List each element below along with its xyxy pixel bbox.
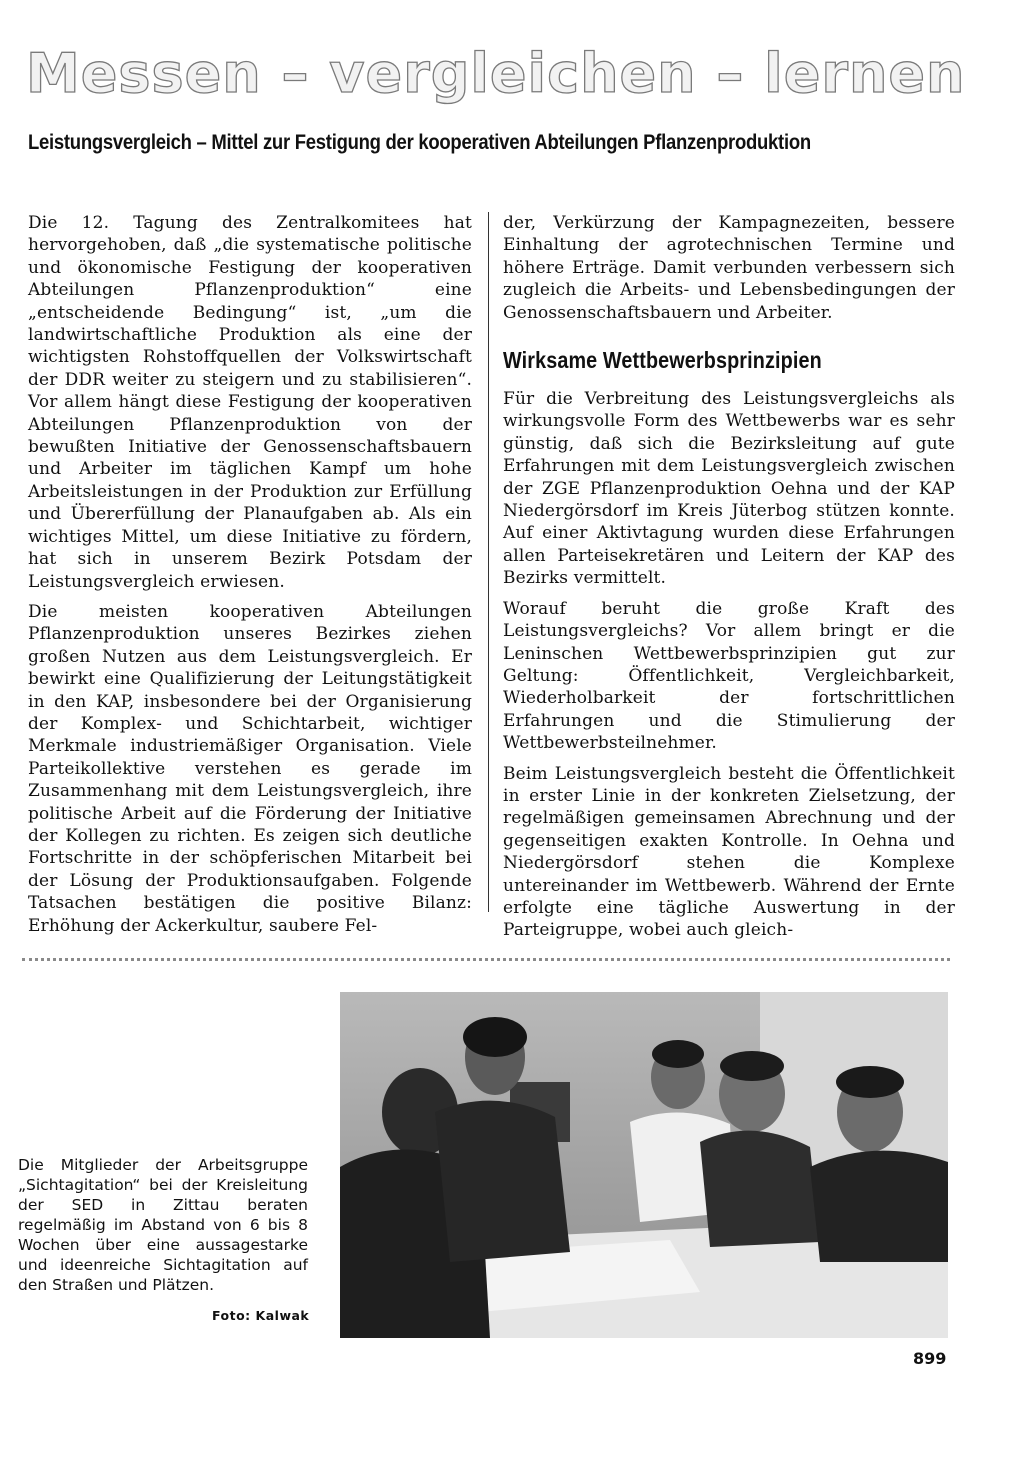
right-text-column <box>503 212 955 950</box>
article-headline: Messen – vergleichen – lernen <box>26 42 966 105</box>
photo-caption: Die Mitglieder der Arbeitsgruppe „Sichtagitation“ bei der Kreisleitung der SED in Zittau beraten regelmäßig im Abstand von 6 bis 8 Wochen über eine aussagestarke und ideenreiche Sichtagitation auf den Straßen und Plätzen. <box>18 1156 308 1294</box>
photo-credit: Foto: Kalwak <box>212 1308 310 1323</box>
section-heading: Wirksame Wettbewerbsprinzipien <box>503 347 822 374</box>
left-paragraph-2: Die meisten kooperativen Abteilungen Pflanzenproduktion unseres Bezirkes ziehen großen Nutzen aus dem Leistungsvergleich. Er bewirkt eine Qualifizierung der Leitungstätigkeit in den KAP, insbesondere bei der Organisierung der Komplex- und Schichtarbeit, wichtiger Merkmale industriemäßiger Organisation. Viele Parteikollektive verstehen es gerade im Zusammenhang mit dem Leistungsvergleich, ihre politische Arbeit auf die Förderung der Initiative der Kollegen zu richten. Es zeigen sich deutliche Fortschritte in der schöpferischen Mitarbeit bei der Lösung der Produktionsaufgaben. Folgende Tatsachen bestätigen die positive Bilanz: Erhöhung der Ackerkultur, saubere Fel- <box>28 601 472 936</box>
horizontal-divider <box>22 958 950 961</box>
right-paragraph-3: Worauf beruht die große Kraft des Leistungsvergleichs? Vor allem bringt er die Leninschen Wettbewerbsprinzipien gut zur Geltung: Öffentlichkeit, Vergleichbarkeit, Wiederholbarkeit der fortschrittlichen Erfahrungen und die Stimulierung der Wettbewerbsteilnehmer. <box>503 598 955 754</box>
right-paragraph-4: Beim Leistungsvergleich besteht die Öffentlichkeit in erster Linie in der konkreten Zielsetzung, der regelmäßigen gemeinsamen Abrechnung und der gegenseitigen exakten Kontrolle. In Oehna und Niedergörsdorf stehen die Komplexe untereinander im Wettbewerb. Während der Ernte erfolgte eine tägliche Auswertung in der Parteigruppe, wobei auch gleich- <box>503 763 955 941</box>
left-paragraph-1: Die 12. Tagung des Zentralkomitees hat hervorgehoben, daß „die systematische politische und ökonomische Festigung der kooperativen Abteilungen Pflanzenproduktion“ eine „entscheidende Bedingung“ ist, „um die landwirtschaftliche Produktion als eine der wichtigsten Rohstoffquellen der Volkswirtschaft der DDR weiter zu steigern und zu stabilisieren“. Vor allem hängt diese Festigung der kooperativen Abteilungen Pflanzenproduktion von der bewußten Initiative der Genossenschaftsbauern und Arbeiter im täglichen Kampf um hohe Arbeitsleistungen in der Produktion zur Erfüllung und Übererfüllung der Planaufgaben ab. Als ein wichtiges Mittel, um diese Initiative zu fördern, hat sich in unserem Bezirk Potsdam der Leistungsvergleich erwiesen. <box>28 213 472 592</box>
meeting-photo <box>340 992 948 1338</box>
page-number: 899 <box>913 1349 947 1368</box>
right-paragraph-1: der, Verkürzung der Kampagnezeiten, bessere Einhaltung der agrotechnischen Termine und höhere Erträge. Damit verbunden verbessern sich zugleich die Arbeits- und Lebensbedingungen der Genossenschaftsbauern und Arbeiter. <box>503 213 955 323</box>
meeting-photo-illustration <box>340 992 948 1338</box>
article-subheadline: Leistungsvergleich – Mittel zur Festigung der kooperativen Abteilungen Pflanzenproduktion <box>28 131 811 154</box>
right-paragraph-2: Für die Verbreitung des Leistungsvergleichs als wirkungsvolle Form des Wettbewerbs war es sehr günstig, daß sich die Bezirksleitung auf gute Erfahrungen mit dem Leistungsvergleich zwischen der ZGE Pflanzenproduktion Oehna und der KAP Niedergörsdorf im Kreis Jüterbog stützen konnte. Auf einer Aktivtagung wurden diese Erfahrungen allen Parteisekretären und Leitern der KAP des Bezirks vermittelt. <box>503 389 955 589</box>
left-text-column <box>28 212 472 945</box>
column-divider <box>488 212 489 912</box>
